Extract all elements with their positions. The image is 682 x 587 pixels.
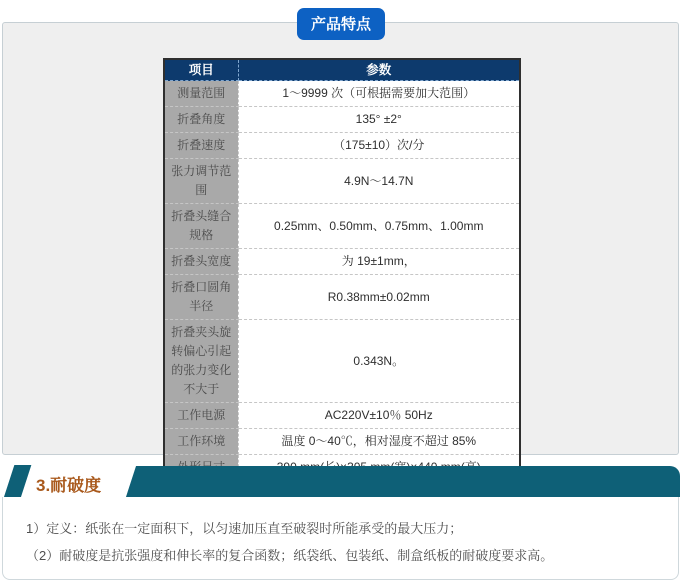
table-row [164, 81, 520, 107]
spec-value: （175±10）次/分 [238, 133, 520, 159]
spec-item: 折叠头宽度 [164, 249, 238, 275]
section-bar [144, 466, 680, 497]
product-features-panel [2, 22, 679, 455]
spec-item: 张力调节范围 [164, 159, 238, 204]
table-row [164, 249, 520, 275]
spec-item: 折叠夹头旋转偏心引起的张力变化不大于 [164, 320, 238, 403]
note-explanation: （2）耐破度是抗张强度和伸长率的复合函数；纸袋纸、包装纸、制盒纸板的耐破度要求高。 [26, 548, 554, 563]
spec-value: 135° ±2° [238, 107, 520, 133]
note-definition: 1）定义：纸张在一定面积下，以匀速加压直至破裂时所能承受的最大压力； [26, 521, 463, 536]
table-row [164, 429, 520, 455]
spec-table-header-row [164, 59, 520, 81]
spec-value: 温度 0～40℃，相对湿度不超过 85% [238, 429, 520, 455]
table-row [164, 133, 520, 159]
spec-table-wrap [163, 58, 521, 508]
spec-table [163, 58, 521, 508]
table-row [164, 320, 520, 403]
product-features-badge: 产品特点 [297, 8, 385, 40]
spec-value: 1～9999 次（可根据需要加大范围） [238, 81, 520, 107]
spec-value: R0.38mm±0.02mm [238, 275, 520, 320]
table-row [164, 403, 520, 429]
spec-item: 测量范围 [164, 81, 238, 107]
column-header-value: 参数 [238, 59, 520, 81]
spec-item: 折叠角度 [164, 107, 238, 133]
spec-value: 0.25mm、0.50mm、0.75mm、1.00mm [238, 204, 520, 249]
spec-value: 0.343N。 [238, 320, 520, 403]
section-accent-parallelogram [4, 465, 32, 498]
spec-value: 为 19±1mm， [238, 249, 520, 275]
spec-value: 4.9N～14.7N [238, 159, 520, 204]
spec-item: 折叠速度 [164, 133, 238, 159]
column-header-item: 项目 [164, 59, 238, 81]
section-title: 3.耐破度 [36, 476, 102, 495]
spec-item: 折叠头缝合规格 [164, 204, 238, 249]
table-row [164, 107, 520, 133]
table-row [164, 159, 520, 204]
table-row [164, 275, 520, 320]
spec-item: 工作环境 [164, 429, 238, 455]
notes-card [2, 497, 679, 580]
spec-item: 工作电源 [164, 403, 238, 429]
spec-value: AC220V±10％ 50Hz [238, 403, 520, 429]
spec-item: 折叠口圆角半径 [164, 275, 238, 320]
table-row [164, 204, 520, 249]
